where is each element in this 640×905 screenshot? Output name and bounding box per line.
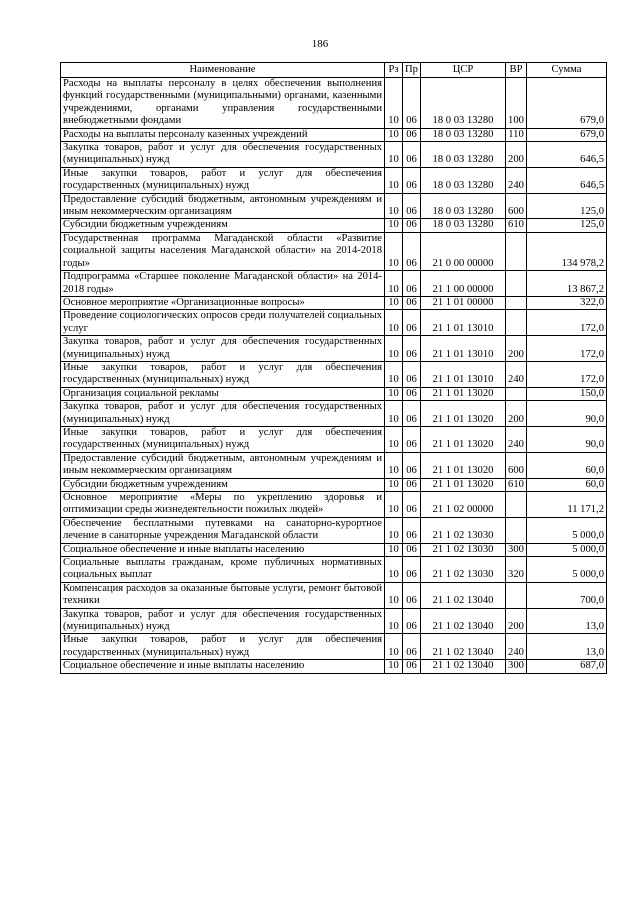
table-row: [61, 582, 607, 608]
cell-sum: 5 000,0: [527, 543, 607, 556]
table-row: [61, 634, 607, 660]
cell-sum: 13,0: [527, 634, 607, 660]
cell-name: Организация социальной рекламы: [61, 387, 385, 400]
cell-sum: 679,0: [527, 78, 607, 129]
table-header-row: [61, 63, 607, 78]
cell-vr: 200: [506, 401, 527, 427]
cell-vr: 240: [506, 167, 527, 193]
cell-pr: 06: [403, 608, 421, 634]
cell-vr: 240: [506, 634, 527, 660]
cell-name: Иные закупки товаров, работ и услуг для обеспечения государственных (муниципальных) нужд: [61, 634, 385, 660]
cell-vr: 600: [506, 193, 527, 219]
header-sum: Сумма: [527, 63, 607, 78]
cell-rz: 10: [385, 543, 403, 556]
cell-pr: 06: [403, 492, 421, 518]
cell-sum: 134 978,2: [527, 232, 607, 270]
table-row: [61, 517, 607, 543]
cell-rz: 10: [385, 193, 403, 219]
cell-name: Субсидии бюджетным учреждениям: [61, 478, 385, 491]
cell-rz: 10: [385, 557, 403, 583]
cell-vr: [506, 271, 527, 297]
cell-csr: 21 1 01 13020: [421, 478, 506, 491]
cell-sum: 5 000,0: [527, 517, 607, 543]
cell-vr: 320: [506, 557, 527, 583]
table-row: [61, 492, 607, 518]
cell-rz: 10: [385, 660, 403, 673]
cell-csr: 18 0 03 13280: [421, 219, 506, 232]
cell-csr: 21 1 01 00000: [421, 296, 506, 309]
cell-pr: 06: [403, 478, 421, 491]
cell-pr: 06: [403, 517, 421, 543]
cell-name: Иные закупки товаров, работ и услуг для обеспечения государственных (муниципальных) нужд: [61, 167, 385, 193]
cell-pr: 06: [403, 128, 421, 141]
cell-rz: 10: [385, 271, 403, 297]
cell-name: Закупка товаров, работ и услуг для обеспечения государственных (муниципальных) нужд: [61, 608, 385, 634]
cell-vr: [506, 582, 527, 608]
cell-pr: 06: [403, 142, 421, 168]
table-row: [61, 232, 607, 270]
cell-vr: 100: [506, 78, 527, 129]
cell-name: Иные закупки товаров, работ и услуг для обеспечения государственных (муниципальных) нужд: [61, 426, 385, 452]
cell-csr: 18 0 03 13280: [421, 128, 506, 141]
cell-sum: 322,0: [527, 296, 607, 309]
cell-rz: 10: [385, 361, 403, 387]
cell-name: Обеспечение бесплатными путевками на санаторно-курортное лечение в санаторные учреждения Магаданской области: [61, 517, 385, 543]
budget-table: [60, 62, 607, 674]
table-row: [61, 557, 607, 583]
cell-name: Государственная программа Магаданской области «Развитие социальной защиты населения Магаданской области» на 2014-2018 годы»: [61, 232, 385, 270]
cell-vr: 240: [506, 361, 527, 387]
cell-rz: 10: [385, 492, 403, 518]
header-pr: Пр: [403, 63, 421, 78]
cell-name: Компенсация расходов за оказанные бытовые услуги, ремонт бытовой техники: [61, 582, 385, 608]
cell-pr: 06: [403, 361, 421, 387]
cell-sum: 125,0: [527, 193, 607, 219]
table-row: [61, 219, 607, 232]
cell-sum: 60,0: [527, 452, 607, 478]
cell-name: Предоставление субсидий бюджетным, автономным учреждениям и иным некоммерческим организациям: [61, 452, 385, 478]
table-row: [61, 193, 607, 219]
cell-csr: 21 0 00 00000: [421, 232, 506, 270]
cell-pr: 06: [403, 401, 421, 427]
cell-sum: 646,5: [527, 167, 607, 193]
cell-csr: 21 1 02 13040: [421, 582, 506, 608]
cell-vr: [506, 296, 527, 309]
cell-name: Закупка товаров, работ и услуг для обеспечения государственных (муниципальных) нужд: [61, 336, 385, 362]
header-csr: ЦСР: [421, 63, 506, 78]
cell-pr: 06: [403, 452, 421, 478]
cell-csr: 21 1 02 13040: [421, 634, 506, 660]
table-row: [61, 608, 607, 634]
table-row: [61, 387, 607, 400]
table-row: [61, 478, 607, 491]
cell-csr: 21 1 01 13020: [421, 401, 506, 427]
cell-rz: 10: [385, 310, 403, 336]
cell-sum: 172,0: [527, 361, 607, 387]
cell-sum: 687,0: [527, 660, 607, 673]
cell-csr: 21 1 00 00000: [421, 271, 506, 297]
cell-vr: 200: [506, 336, 527, 362]
cell-sum: 646,5: [527, 142, 607, 168]
cell-pr: 06: [403, 78, 421, 129]
table-row: [61, 426, 607, 452]
cell-name: Предоставление субсидий бюджетным, автономным учреждениям и иным некоммерческим организациям: [61, 193, 385, 219]
cell-rz: 10: [385, 219, 403, 232]
cell-sum: 13 867,2: [527, 271, 607, 297]
cell-csr: 18 0 03 13280: [421, 142, 506, 168]
cell-rz: 10: [385, 142, 403, 168]
cell-name: Иные закупки товаров, работ и услуг для обеспечения государственных (муниципальных) нужд: [61, 361, 385, 387]
cell-csr: 21 1 01 13020: [421, 387, 506, 400]
table-row: [61, 336, 607, 362]
cell-sum: 172,0: [527, 336, 607, 362]
cell-name: Расходы на выплаты персоналу в целях обеспечения выполнения функций государственными (муниципальными) органами, казенными учреждениями, органами управления государственными внебюджетными фондами: [61, 78, 385, 129]
cell-sum: 700,0: [527, 582, 607, 608]
table-row: [61, 543, 607, 556]
cell-name: Субсидии бюджетным учреждениям: [61, 219, 385, 232]
cell-rz: 10: [385, 517, 403, 543]
cell-rz: 10: [385, 608, 403, 634]
table-row: [61, 296, 607, 309]
cell-vr: 200: [506, 142, 527, 168]
cell-vr: 110: [506, 128, 527, 141]
cell-rz: 10: [385, 426, 403, 452]
cell-sum: 11 171,2: [527, 492, 607, 518]
cell-csr: 21 1 01 13010: [421, 310, 506, 336]
cell-csr: 21 1 01 13020: [421, 426, 506, 452]
cell-csr: 21 1 01 13020: [421, 452, 506, 478]
cell-csr: 21 1 02 13040: [421, 608, 506, 634]
cell-rz: 10: [385, 78, 403, 129]
cell-name: Закупка товаров, работ и услуг для обеспечения государственных (муниципальных) нужд: [61, 142, 385, 168]
cell-vr: 610: [506, 219, 527, 232]
cell-pr: 06: [403, 296, 421, 309]
table-row: [61, 361, 607, 387]
cell-csr: 21 1 01 13010: [421, 361, 506, 387]
cell-csr: 18 0 03 13280: [421, 193, 506, 219]
cell-rz: 10: [385, 478, 403, 491]
header-vr: ВР: [506, 63, 527, 78]
cell-rz: 10: [385, 232, 403, 270]
cell-csr: 21 1 02 13040: [421, 660, 506, 673]
table-row: [61, 271, 607, 297]
cell-rz: 10: [385, 452, 403, 478]
table-row: [61, 128, 607, 141]
cell-vr: 240: [506, 426, 527, 452]
table-row: [61, 660, 607, 673]
table-row: [61, 142, 607, 168]
cell-rz: 10: [385, 582, 403, 608]
cell-vr: 300: [506, 543, 527, 556]
cell-name: Социальные выплаты гражданам, кроме публичных нормативных социальных выплат: [61, 557, 385, 583]
cell-vr: 200: [506, 608, 527, 634]
cell-vr: 610: [506, 478, 527, 491]
cell-pr: 06: [403, 387, 421, 400]
cell-vr: [506, 387, 527, 400]
cell-name: Основное мероприятие «Организационные вопросы»: [61, 296, 385, 309]
cell-rz: 10: [385, 387, 403, 400]
cell-rz: 10: [385, 296, 403, 309]
cell-pr: 06: [403, 336, 421, 362]
cell-csr: 21 1 02 13030: [421, 557, 506, 583]
cell-sum: 172,0: [527, 310, 607, 336]
cell-sum: 150,0: [527, 387, 607, 400]
cell-name: Социальное обеспечение и иные выплаты населению: [61, 543, 385, 556]
cell-vr: [506, 492, 527, 518]
cell-pr: 06: [403, 167, 421, 193]
table-row: [61, 310, 607, 336]
table-row: [61, 78, 607, 129]
header-rz: Рз: [385, 63, 403, 78]
cell-pr: 06: [403, 193, 421, 219]
cell-csr: 21 1 02 13030: [421, 517, 506, 543]
table-row: [61, 452, 607, 478]
cell-name: Социальное обеспечение и иные выплаты населению: [61, 660, 385, 673]
cell-name: Расходы на выплаты персоналу казенных учреждений: [61, 128, 385, 141]
cell-rz: 10: [385, 336, 403, 362]
cell-csr: 18 0 03 13280: [421, 167, 506, 193]
cell-rz: 10: [385, 634, 403, 660]
cell-vr: [506, 310, 527, 336]
cell-csr: 21 1 02 13030: [421, 543, 506, 556]
cell-sum: 5 000,0: [527, 557, 607, 583]
cell-rz: 10: [385, 401, 403, 427]
cell-pr: 06: [403, 219, 421, 232]
cell-vr: [506, 517, 527, 543]
cell-sum: 13,0: [527, 608, 607, 634]
cell-rz: 10: [385, 167, 403, 193]
cell-pr: 06: [403, 271, 421, 297]
cell-vr: 600: [506, 452, 527, 478]
cell-pr: 06: [403, 543, 421, 556]
cell-pr: 06: [403, 426, 421, 452]
cell-name: Подпрограмма «Старшее поколение Магаданской области» на 2014-2018 годы»: [61, 271, 385, 297]
cell-csr: 18 0 03 13280: [421, 78, 506, 129]
cell-vr: [506, 232, 527, 270]
table-row: [61, 401, 607, 427]
cell-pr: 06: [403, 310, 421, 336]
cell-csr: 21 1 02 00000: [421, 492, 506, 518]
cell-csr: 21 1 01 13010: [421, 336, 506, 362]
cell-sum: 90,0: [527, 401, 607, 427]
cell-sum: 90,0: [527, 426, 607, 452]
cell-pr: 06: [403, 582, 421, 608]
table-row: [61, 167, 607, 193]
cell-pr: 06: [403, 660, 421, 673]
cell-name: Основное мероприятие «Меры по укреплению здоровья и оптимизации среды жизнедеятельности пожилых людей»: [61, 492, 385, 518]
cell-pr: 06: [403, 634, 421, 660]
table-body: [61, 78, 607, 674]
header-name: Наименование: [61, 63, 385, 78]
cell-rz: 10: [385, 128, 403, 141]
cell-sum: 60,0: [527, 478, 607, 491]
cell-sum: 679,0: [527, 128, 607, 141]
cell-name: Проведение социологических опросов среди получателей социальных услуг: [61, 310, 385, 336]
cell-pr: 06: [403, 557, 421, 583]
cell-vr: 300: [506, 660, 527, 673]
page-number: 186: [311, 38, 329, 50]
cell-sum: 125,0: [527, 219, 607, 232]
cell-pr: 06: [403, 232, 421, 270]
cell-name: Закупка товаров, работ и услуг для обеспечения государственных (муниципальных) нужд: [61, 401, 385, 427]
